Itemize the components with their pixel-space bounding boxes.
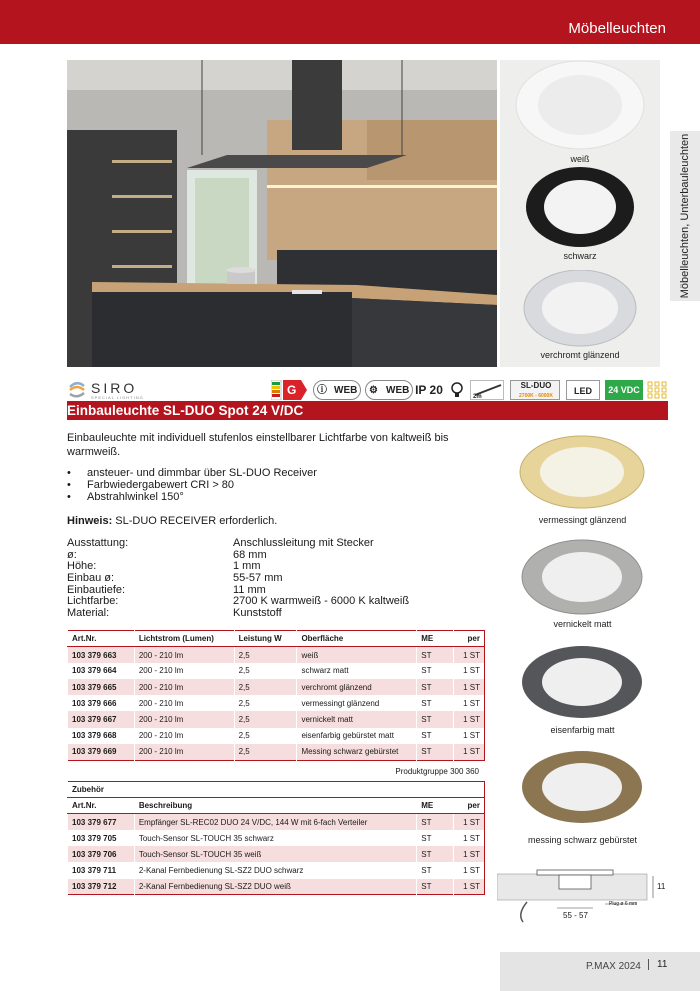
energy-class-letter: G xyxy=(287,383,297,397)
column-header: ME xyxy=(417,798,454,814)
table-header-row xyxy=(68,798,485,814)
header-bar xyxy=(0,0,700,44)
hint-label: Hinweis: xyxy=(67,515,113,527)
spec-key: Material: xyxy=(67,607,110,620)
cell: weiß xyxy=(297,647,417,663)
accessory-caption: Zubehör xyxy=(68,782,485,798)
spot-brass-image xyxy=(510,430,655,512)
article-number: 103 379 664 xyxy=(68,663,135,679)
energy-class-badge xyxy=(271,380,307,400)
spec-value: 11 mm xyxy=(233,583,266,596)
table-row[interactable] xyxy=(68,830,485,846)
web-badge-1 xyxy=(313,380,361,400)
bulb-icon xyxy=(449,380,465,400)
cell: 200 - 210 lm xyxy=(134,711,234,727)
spec-key: Höhe: xyxy=(67,560,97,573)
catalog-name: P.MAX 2024 xyxy=(586,961,641,972)
product-title: Einbauleuchte SL-DUO Spot 24 V/DC xyxy=(67,401,668,420)
cell: eisenfarbig gebürstet matt xyxy=(297,728,417,744)
installation-drawing xyxy=(497,862,667,934)
feature-item: • Farbwiedergabewert CRI > 80 xyxy=(67,479,477,491)
cell: Messing schwarz gebürstet xyxy=(297,744,417,760)
brand-badge-row xyxy=(67,378,668,402)
article-number: 103 379 705 xyxy=(68,830,135,846)
cell: ST xyxy=(417,846,454,862)
cell: 1 ST xyxy=(454,728,485,744)
cell: Touch-Sensor SL-TOUCH 35 weiß xyxy=(134,846,416,862)
column-header: per xyxy=(454,631,485,647)
cutout-dimension: 55 - 57 xyxy=(563,911,588,920)
web-label: WEB xyxy=(334,385,358,396)
ip-rating-badge: IP 20 xyxy=(415,383,443,397)
plug-dimension: Plug ø 6 mm xyxy=(609,901,638,907)
variant-messing-schwarz xyxy=(510,745,655,845)
dots-icon xyxy=(647,380,668,400)
sl-duo-badge xyxy=(510,380,560,400)
cell: 2,5 xyxy=(234,711,297,727)
cell: ST xyxy=(417,695,454,711)
hint-note xyxy=(67,515,277,527)
table-row[interactable] xyxy=(68,663,485,679)
article-table xyxy=(67,630,485,761)
cell: ST xyxy=(417,679,454,695)
column-header: Oberfläche xyxy=(297,631,417,647)
spot-nickel-image xyxy=(510,535,655,617)
siro-logo-icon xyxy=(67,380,87,400)
variant-eisenfarbig xyxy=(510,640,655,740)
variant-label: vernickelt matt xyxy=(553,619,612,629)
cell: 2,5 xyxy=(234,744,297,760)
article-number: 103 379 667 xyxy=(68,711,135,727)
variant-vernickelt xyxy=(510,535,655,635)
feature-list xyxy=(67,467,477,503)
cell: 1 ST xyxy=(454,879,485,895)
spec-key: ø: xyxy=(67,548,77,561)
siro-logo xyxy=(67,378,157,402)
spot-chrome-image xyxy=(500,270,660,350)
column-header: Art.Nr. xyxy=(68,631,135,647)
article-number: 103 379 665 xyxy=(68,679,135,695)
cell: ST xyxy=(417,663,454,679)
variant-vermessingt xyxy=(510,430,655,530)
cell: 1 ST xyxy=(454,744,485,760)
table-caption-row xyxy=(68,782,485,798)
led-badge: LED xyxy=(566,380,600,400)
cable-length-badge xyxy=(470,380,504,400)
table-row[interactable] xyxy=(68,814,485,830)
table-row[interactable] xyxy=(68,728,485,744)
column-header: per xyxy=(454,798,485,814)
table-row[interactable] xyxy=(68,695,485,711)
article-number: 103 379 706 xyxy=(68,846,135,862)
cell: ST xyxy=(417,830,454,846)
cell: ST xyxy=(417,862,454,878)
variant-schwarz xyxy=(500,165,660,270)
spec-key: Ausstattung: xyxy=(67,537,129,549)
variant-label: verchromt glänzend xyxy=(540,350,620,360)
cell: 1 ST xyxy=(454,862,485,878)
article-number: 103 379 668 xyxy=(68,728,135,744)
spec-value: 2700 K warmweiß - 6000 K kaltweiß xyxy=(233,595,410,608)
cell: 200 - 210 lm xyxy=(134,695,234,711)
variant-verchromt xyxy=(500,270,660,367)
cell: vermessingt glänzend xyxy=(297,695,417,711)
cell: schwarz matt xyxy=(297,663,417,679)
variant-label: eisenfarbig matt xyxy=(550,725,615,735)
side-tab-label: Möbelleuchten, Unterbauleuchten xyxy=(679,133,691,299)
table-row[interactable] xyxy=(68,679,485,695)
cell: 200 - 210 lm xyxy=(134,663,234,679)
finish-variants-right xyxy=(510,430,655,850)
sl-duo-label: SL-DUO xyxy=(520,381,552,390)
spec-row xyxy=(67,538,487,550)
table-row[interactable] xyxy=(68,862,485,878)
cell: ST xyxy=(417,814,454,830)
kitchen-photo xyxy=(67,60,497,367)
section-title: Möbelleuchten xyxy=(568,20,666,37)
sl-duo-range: 2700K - 6000K xyxy=(519,393,553,399)
cell: 2-Kanal Fernbedienung SL-SZ2 DUO schwarz xyxy=(134,862,416,878)
cell: Touch-Sensor SL-TOUCH 35 schwarz xyxy=(134,830,416,846)
cell: 2,5 xyxy=(234,728,297,744)
spot-white-image xyxy=(500,60,660,160)
cell: 200 - 210 lm xyxy=(134,679,234,695)
table-row[interactable] xyxy=(68,846,485,862)
variant-label: vermessingt glänzend xyxy=(538,515,627,525)
table-row[interactable] xyxy=(68,744,485,760)
cell: 1 ST xyxy=(454,814,485,830)
cell: 1 ST xyxy=(454,663,485,679)
cable-length: 2m xyxy=(473,394,482,400)
column-header: ME xyxy=(417,631,454,647)
spec-key: Lichtfarbe: xyxy=(67,595,119,608)
product-group: Produktgruppe 300 360 xyxy=(395,767,479,776)
spec-key: Einbautiefe: xyxy=(67,583,126,596)
article-number: 103 379 712 xyxy=(68,879,135,895)
spec-value: 1 mm xyxy=(233,560,261,573)
table-header-row xyxy=(68,631,485,647)
hint-text: SL-DUO RECEIVER erforderlich. xyxy=(115,515,278,527)
cell: 1 ST xyxy=(454,830,485,846)
brand-tagline: SPECIAL LIGHTING xyxy=(91,395,144,400)
cell: 2,5 xyxy=(234,679,297,695)
cell: 1 ST xyxy=(454,695,485,711)
finish-variants-top xyxy=(500,60,660,367)
spec-list xyxy=(67,538,487,620)
accessory-table xyxy=(67,781,485,895)
feature-item: • ansteuer- und dimmbar über SL-DUO Receiver xyxy=(67,467,477,479)
cell: 200 - 210 lm xyxy=(134,744,234,760)
article-number: 103 379 677 xyxy=(68,814,135,830)
brand-name: SIRO xyxy=(91,380,138,396)
cell: ST xyxy=(417,744,454,760)
article-number: 103 379 711 xyxy=(68,862,135,878)
column-header: Beschreibung xyxy=(134,798,416,814)
cell: 1 ST xyxy=(454,647,485,663)
spec-row xyxy=(67,550,487,562)
spec-key: Einbau ø: xyxy=(67,572,115,585)
info-icon: ⓘ xyxy=(317,385,327,396)
spot-iron-image xyxy=(510,640,655,722)
cell: 1 ST xyxy=(454,711,485,727)
variant-label: weiß xyxy=(570,154,590,164)
column-header: Lichtstrom (Lumen) xyxy=(134,631,234,647)
cell: Empfänger SL-REC02 DUO 24 V/DC, 144 W mit 6-fach Verteiler xyxy=(134,814,416,830)
spec-value: 55-57 mm xyxy=(233,572,283,585)
web-label: WEB xyxy=(386,385,410,396)
table-row[interactable] xyxy=(68,647,485,663)
side-tab[interactable] xyxy=(670,131,700,301)
installation-diagram xyxy=(497,862,667,934)
cell: ST xyxy=(417,728,454,744)
spot-black-image xyxy=(500,165,660,255)
cell: vernickelt matt xyxy=(297,711,417,727)
cell: 1 ST xyxy=(454,679,485,695)
variant-weiss xyxy=(500,60,660,170)
tool-icon: ⚙ xyxy=(369,385,378,396)
column-header: Art.Nr. xyxy=(68,798,135,814)
spec-row xyxy=(67,608,487,620)
cell: 2-Kanal Fernbedienung SL-SZ2 DUO weiß xyxy=(134,879,416,895)
cell: ST xyxy=(417,711,454,727)
cell: 1 ST xyxy=(454,846,485,862)
cell: verchromt glänzend xyxy=(297,679,417,695)
table-row[interactable] xyxy=(68,711,485,727)
article-number: 103 379 669 xyxy=(68,744,135,760)
article-number: 103 379 663 xyxy=(68,647,135,663)
spec-value: Anschlussleitung mit Stecker xyxy=(233,537,374,549)
spec-row xyxy=(67,573,487,585)
web-badge-2 xyxy=(365,380,413,400)
article-number: 103 379 666 xyxy=(68,695,135,711)
spec-value: 68 mm xyxy=(233,548,267,561)
cell: 200 - 210 lm xyxy=(134,647,234,663)
feature-item: • Abstrahlwinkel 150° xyxy=(67,491,477,503)
cell: ST xyxy=(417,647,454,663)
variant-label: messing schwarz gebürstet xyxy=(527,835,638,845)
product-description: Einbauleuchte mit individuell stufenlos einstellbarer Lichtfarbe von kaltweiß bis warmweiß. xyxy=(67,432,449,458)
cell: 2,5 xyxy=(234,647,297,663)
column-header: Leistung W xyxy=(234,631,297,647)
variant-label: schwarz xyxy=(563,251,597,261)
spec-value: Kunststoff xyxy=(233,607,282,620)
page-number: 11 xyxy=(648,959,667,970)
depth-dimension: 11 xyxy=(657,882,666,891)
spot-bronze-image xyxy=(510,745,655,827)
cell: 2,5 xyxy=(234,695,297,711)
cell: 2,5 xyxy=(234,663,297,679)
cell: 200 - 210 lm xyxy=(134,728,234,744)
cell: ST xyxy=(417,879,454,895)
table-row[interactable] xyxy=(68,879,485,895)
voltage-badge: 24 VDC xyxy=(605,380,643,400)
page-footer xyxy=(500,952,700,991)
